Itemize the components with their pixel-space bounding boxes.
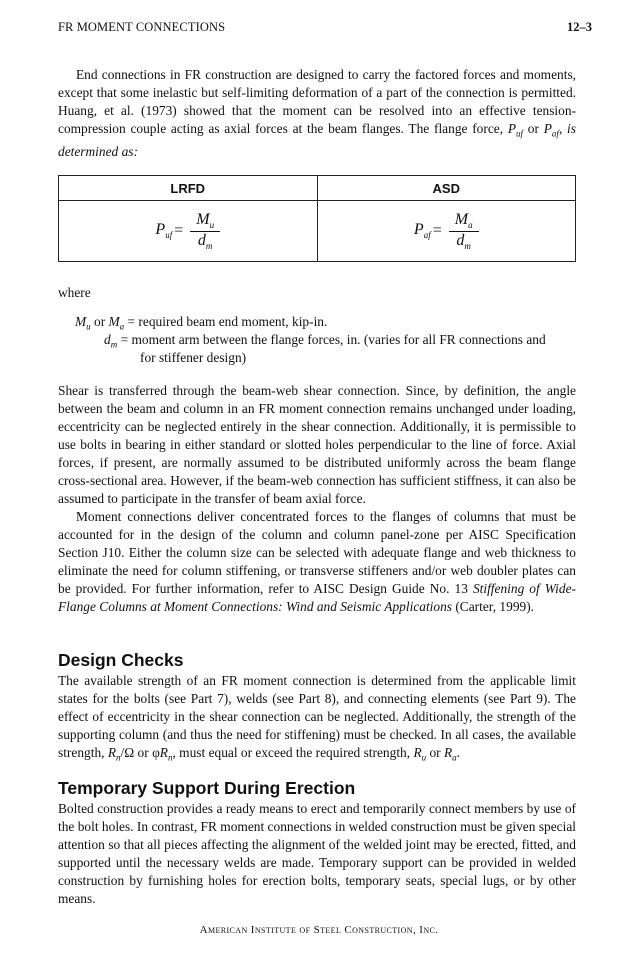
section-title: FR MOMENT CONNECTIONS bbox=[58, 20, 226, 34]
definition-moment-arm-cont: for stiffener design) bbox=[140, 350, 247, 365]
shear-paragraph: Shear is transferred through the beam-web shear connection. Since, by definition, the angle between the beam and column in an FR moment connection remains unchanged under loading, eccentricity can be neglected entirely in the shear connection. Additionally, it is permissible to use bolts in bearing in either standard or slotted holes perpendicular to the line of force. Axial forces, if present, are normally assumed to be distributed uniformly across the beam flange cross-sectional area. However, if the beam-web connection has sufficient stiffness, it can also be assumed to participate in the transfer of beam axial force. bbox=[58, 383, 576, 506]
definition-moment: $M_u$ or $M_a$ = required beam end moment, kip-in. bbox=[75, 314, 328, 332]
page-number: 12–3 bbox=[567, 20, 592, 34]
where-label: where bbox=[58, 285, 91, 300]
moment-paragraph: Moment connections deliver concentrated forces to the flanges of columns that must be accounted for in the design of the column and column panel-zone per AISC Specification Section J10. Either the column size can be selected with adequate flange and web thickness to eliminate the need for column stiffening, or transverse stiffeners and/or web doubler plates can be provided. For further information, refer to AISC Design Guide No. 13 Stiffening of Wide-Flange Columns at Moment Connections: Wind and Seismic Applications (Carter, 1999). bbox=[58, 509, 577, 614]
temporary-support-paragraph: Bolted construction provides a ready means to erect and temporarily connect members by use of the bolt holes. In contrast, FR moment connections in welded construction must be given special attention so that all pieces affecting the alignment of the welded joint may be erected, fitted, and supported until the necessary welds are made. Temporary support can be provided in welded construction by furnishing holes for erection bolts, temporary seats, special lugs, or by other means. bbox=[58, 801, 576, 906]
asd-header: ASD bbox=[317, 176, 576, 201]
lrfd-header: LRFD bbox=[59, 176, 318, 201]
design-checks-paragraph: The available strength of an FR moment connection is determined from the applicable limit states for the bolts (see Part 7), welds (see Part 8), and connecting elements (see Part 9). The effect of eccentricity in the shear connection can be neglected. Additionally, the strength of the supporting column (and thus the need for stiffening) must be checked. In all cases, the available strength, $R_n/\Omega$ or $\varphi R_n$, must equal or exceed the required strength, $R_u$ or $R_a$. bbox=[58, 673, 576, 763]
asd-equation: $P_{af}$ = $\frac{M_a}{d_m}$ bbox=[317, 201, 576, 262]
intro-paragraph: End connections in FR construction are designed to carry the factored forces and moments, except that some inelastic but self-limiting deformation of a part of the connection is permitted. Huang, et al. (1973) showed that the moment can be resolved into an effective tension-compression couple acting as axial forces at the beam flanges. The flange force, $P_{uf}$ or $P_{af}$, is determined as: bbox=[58, 67, 576, 159]
temporary-support-heading: Temporary Support During Erection bbox=[58, 778, 356, 798]
design-checks-heading: Design Checks bbox=[58, 650, 184, 670]
lrfd-equation: $P_{uf}$ = $\frac{M_u}{d_m}$ bbox=[59, 201, 318, 262]
definition-moment-arm: $d_m$ = moment arm between the flange forces, in. (varies for all FR connections and bbox=[104, 332, 546, 350]
page-footer: American Institute of Steel Construction, Inc. bbox=[199, 924, 439, 936]
equation-table bbox=[58, 175, 576, 262]
